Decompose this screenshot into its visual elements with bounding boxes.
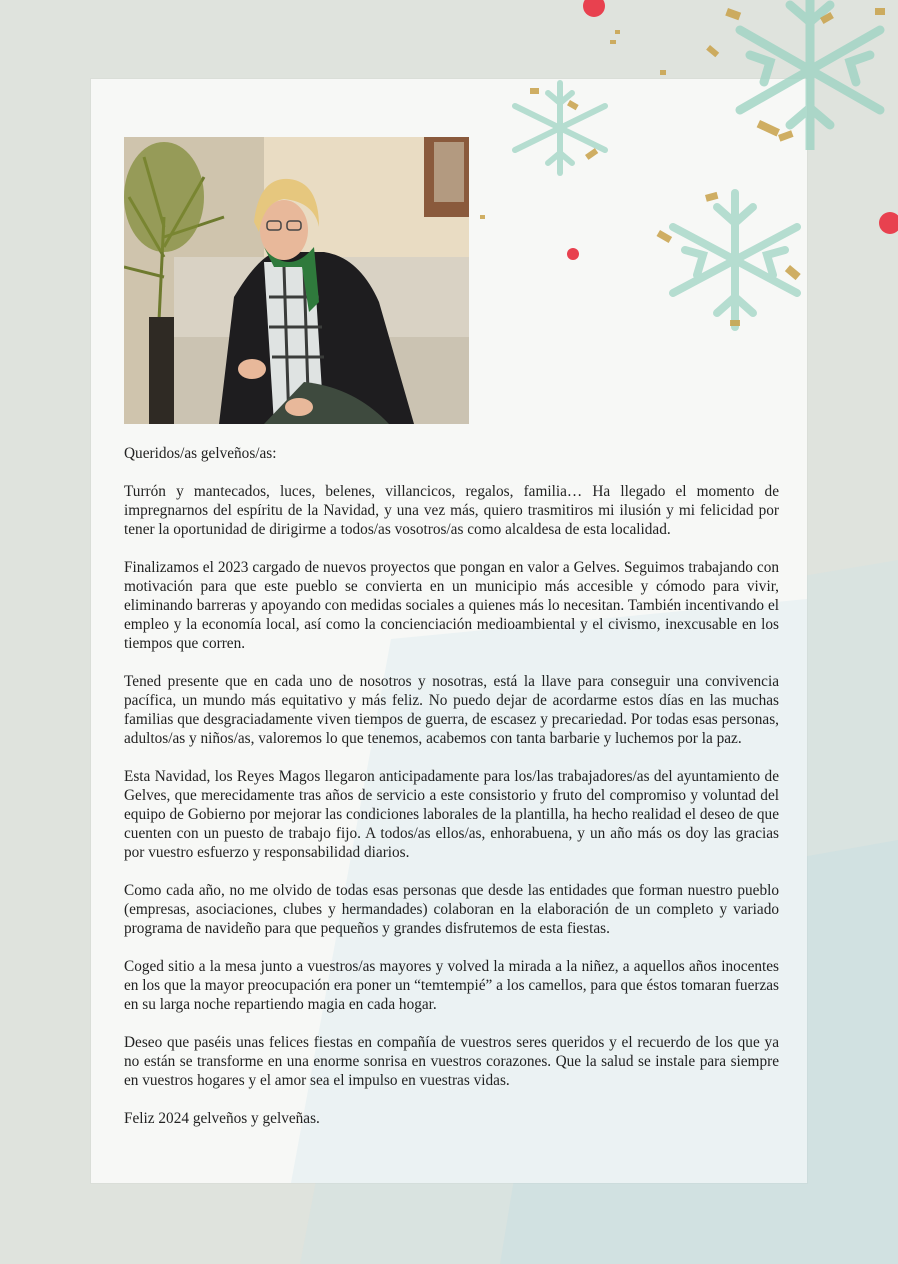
letter-paragraph: Finalizamos el 2023 cargado de nuevos proyectos que pongan en valor a Gelves. Seguimos trabajando con motivación para que este pueblo se convierta en un municipio más accesible y cómodo para vivir, eliminando barreras y apoyando con medidas sociales a quienes más lo necesitan. También incentivando el empleo y la economía local, así como la concienciación medioambiental y el civismo, inexcusable en los tiempos que corren.	[124, 559, 779, 652]
red-dots	[560, 0, 898, 270]
letter-body	[124, 444, 779, 1147]
letter-greeting: Queridos/as gelveños/as:	[124, 445, 277, 462]
letter-paragraph: Tened presente que en cada uno de nosotros y nosotras, está la llave para conseguir una convivencia pacífica, un mundo más equitativo y más feliz. No puedo dejar de acordarme estos días en las muchas familias que desgraciadamente viven tiempos de guerra, de escasez y precariedad. Por todas esas personas, adultos/as y niños/as, valoremos lo que tenemos, acabemos con tanta barbarie y luchemos por la paz.	[124, 673, 779, 747]
letter-paragraph: Como cada año, no me olvido de todas esas personas que desde las entidades que forman nuestro pueblo (empresas, asociaciones, clubes y hermandades) colaboran en la elaboración de un completo y variado programa de navideño para que pequeños y grandes disfrutemos de esta fiestas.	[124, 882, 779, 937]
letter-paragraph: Coged sitio a la mesa junto a vuestros/as mayores y volved la mirada a la niñez, a aquellos años inocentes en los que la mayor preocupación era poner un “temtempié” a los camellos, para que éstos tomaran fuerzas en su larga noche repartiendo magia en cada hogar.	[124, 958, 779, 1013]
letter-closing: Feliz 2024 gelveños y gelveñas.	[124, 1110, 320, 1127]
letter-paragraph: Esta Navidad, los Reyes Magos llegaron anticipadamente para los/las trabajadores/as del ayuntamiento de Gelves, que merecidamente tras años de servicio a este consistorio y fruto del compromiso y voluntad del equipo de Gobierno por mejorar las condiciones laborales de la plantilla, ha hecho realidad el deseo de que cuenten con un puesto de trabajo fijo. A todos/as ellos/as, enhorabuena, y un año más os doy las gracias por vuestro esfuerzo y responsabilidad diarios.	[124, 768, 779, 861]
portrait-photo	[124, 137, 469, 424]
letter-paragraph: Deseo que paséis unas felices fiestas en compañía de vuestros seres queridos y el recuerdo de los que ya no están se transforme en una enorme sonrisa en vuestros corazones. Que la salud se instale para siempre en vuestros hogares y el amor sea el impulso en vuestras vidas.	[124, 1034, 779, 1089]
letter-paragraph: Turrón y mantecados, luces, belenes, villancicos, regalos, familia… Ha llegado el momento de impregnarnos del espíritu de la Navidad, y una vez más, quiero trasmitiros mi ilusión y mi felicidad por tener la oportunidad de dirigirme a todos/as vosotros/as como alcaldesa de esta localidad.	[124, 483, 779, 538]
